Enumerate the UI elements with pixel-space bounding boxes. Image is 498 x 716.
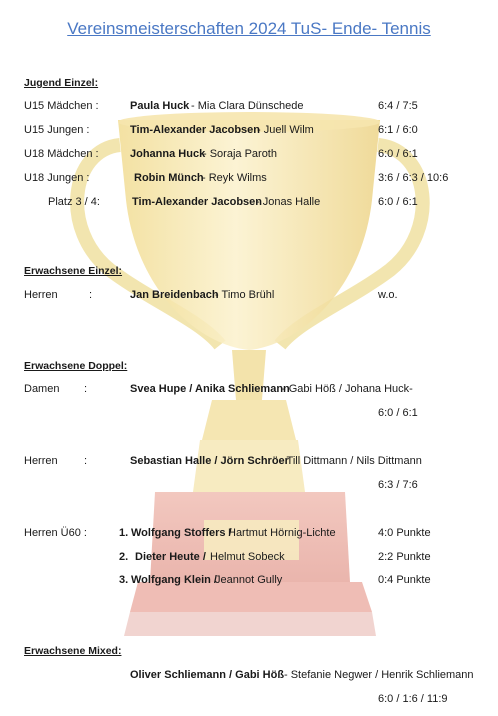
winner-name: Paula Huck — [130, 100, 190, 112]
rank: 2. — [119, 551, 129, 563]
score: 6:0 / 6:1 — [378, 148, 418, 160]
score: 0:4 Punkte — [378, 574, 431, 586]
opponent-name: - Till Dittmann / Nils Dittmann — [280, 455, 422, 467]
category-label: U18 Mädchen : — [24, 148, 99, 160]
partner-name: Jeannot Gully — [215, 574, 283, 586]
section-heading-doppel: Erwachsene Doppel: — [24, 360, 128, 372]
winner-name: Svea Hupe / Anika Schliemann — [130, 383, 290, 395]
category-label: U15 Mädchen : — [24, 100, 99, 112]
category-label: U18 Jungen : — [24, 172, 90, 184]
winner-name: Wolfgang Klein / — [131, 574, 217, 586]
section-heading-mixed: Erwachsene Mixed: — [24, 645, 122, 657]
score: 6:4 / 7:5 — [378, 100, 418, 112]
category-label: Platz 3 / 4: — [48, 196, 100, 208]
winner-name: Dieter Heute / — [135, 551, 206, 563]
score: 4:0 Punkte — [378, 527, 431, 539]
category-label-herren-60: Herren Ü60 : — [24, 527, 87, 539]
page-title: Vereinsmeisterschaften 2024 TuS- Ende- Tennis — [67, 19, 431, 38]
rank: 1. — [119, 527, 129, 539]
category-label: Herren — [24, 455, 58, 467]
score: 2:2 Punkte — [378, 551, 431, 563]
category-label: Damen — [24, 383, 60, 395]
winner-name: Jan Breidenbach — [130, 289, 219, 301]
score: 6:0 / 1:6 / 11:9 — [378, 693, 448, 705]
opponent-name: - Timo Brühl — [215, 289, 275, 301]
winner-name: Wolfgang Stoffers / — [131, 527, 232, 539]
opponent-name: - Soraja Paroth — [203, 148, 277, 160]
opponent-name: - Mia Clara Dünschede — [191, 100, 304, 112]
category-colon: : — [89, 289, 93, 301]
score: 6:0 / 6:1 — [378, 407, 418, 419]
rank: 3. — [119, 574, 129, 586]
score: 6:1 / 6:0 — [378, 124, 418, 136]
partner-name: Helmut Sobeck — [210, 551, 285, 563]
category-colon: : — [84, 455, 88, 467]
section-heading-einzel: Erwachsene Einzel: — [24, 265, 123, 277]
opponent-name: - Jonas Halle — [256, 196, 321, 208]
winner-name: Tim-Alexander Jacobsen — [130, 124, 261, 136]
category-label: Herren — [24, 289, 58, 301]
score: w.o. — [378, 289, 398, 301]
winner-name: Tim-Alexander Jacobsen — [132, 196, 263, 208]
category-colon: : — [84, 383, 88, 395]
winner-name: Johanna Huck — [130, 148, 206, 160]
opponent-name: - Reyk Wilms — [202, 172, 267, 184]
score: 6:0 / 6:1 — [378, 196, 418, 208]
section-heading-jugend: Jugend Einzel: — [24, 77, 99, 89]
winner-name: Robin Münch — [134, 172, 204, 184]
score: 6:3 / 7:6 — [378, 479, 418, 491]
score: 3:6 / 6:3 / 10:6 — [378, 172, 449, 184]
partner-name: Hartmut Hörnig-Lichte — [228, 527, 336, 539]
opponent-name: - Stefanie Negwer / Henrik Schliemann — [284, 669, 474, 681]
opponent-name: - Juell Wilm — [257, 124, 314, 136]
winner-name: Sebastian Halle / Jörn Schröer — [130, 455, 289, 467]
opponent-name: - Gabi Höß / Johana Huck- — [282, 383, 413, 395]
winner-name: Oliver Schliemann / Gabi Höß — [130, 669, 285, 681]
category-label: U15 Jungen : — [24, 124, 90, 136]
